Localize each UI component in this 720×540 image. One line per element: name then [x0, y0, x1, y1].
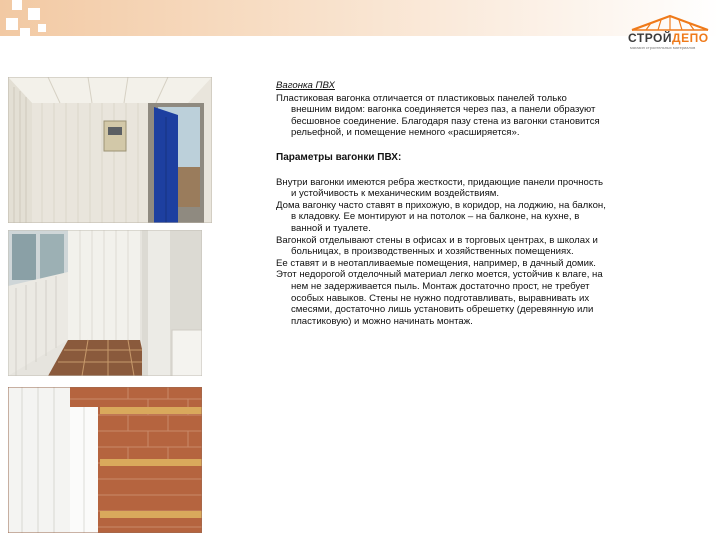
- header-square-4: [38, 24, 46, 32]
- article-paragraph: Дома вагонку часто ставят в прихожую, в коридор, на лоджию, на балкон, в кладовку. Ее монтируют и на потолок – на балконе, на кухне, в ванной и туалете.: [276, 199, 606, 234]
- photo-balcony-door: [8, 77, 212, 223]
- header-band: [0, 0, 720, 36]
- brand-logo: [628, 14, 712, 54]
- header-square-3: [6, 18, 18, 30]
- article-text: [276, 80, 606, 327]
- logo-wordmark: СТРОЙДЕПО: [628, 31, 709, 45]
- logo-tagline: магазин строительных материалов: [630, 45, 696, 50]
- photo-pvc-panels: [8, 387, 202, 533]
- article-title: Вагонка ПВХ: [276, 80, 335, 91]
- roof-truss-icon: [628, 14, 712, 32]
- header-square-1: [12, 0, 22, 10]
- article-paragraph: Внутри вагонки имеются ребра жесткости, придающие панели прочность и устойчивость к механическим воздействиям.: [276, 176, 604, 200]
- header-square-2: [28, 8, 40, 20]
- photo-loggia: [8, 230, 202, 376]
- article-paragraph: Ее ставят и в неотапливаемые помещения, например, в дачный домик.: [276, 257, 596, 269]
- article-intro: Пластиковая вагонка отличается от пластиковых панелей только внешним видом: вагонка соединяется через паз, а панели образуют бесшовное соединение. Благодаря пазу стена из вагонки становится рельефной, и помещение немного «расширяется».: [276, 92, 600, 139]
- header-square-5: [20, 28, 30, 36]
- params-heading: Параметры вагонки ПВХ:: [276, 151, 402, 163]
- article-paragraph: Вагонкой отделывают стены в офисах и в торговых центрах, в школах и больницах, в производственных и хозяйственных помещениях.: [276, 234, 598, 258]
- article-paragraph: Этот недорогой отделочный материал легко моется, устойчив к влаге, на нем не задерживается пыль. Монтаж достаточно прост, не требует особых навыков. Стены не нужно подготавливать, выравнивать их смесями, достаточно лишь установить обрешетку (деревянную или пластиковую) и можно начинать монтаж.: [276, 269, 603, 327]
